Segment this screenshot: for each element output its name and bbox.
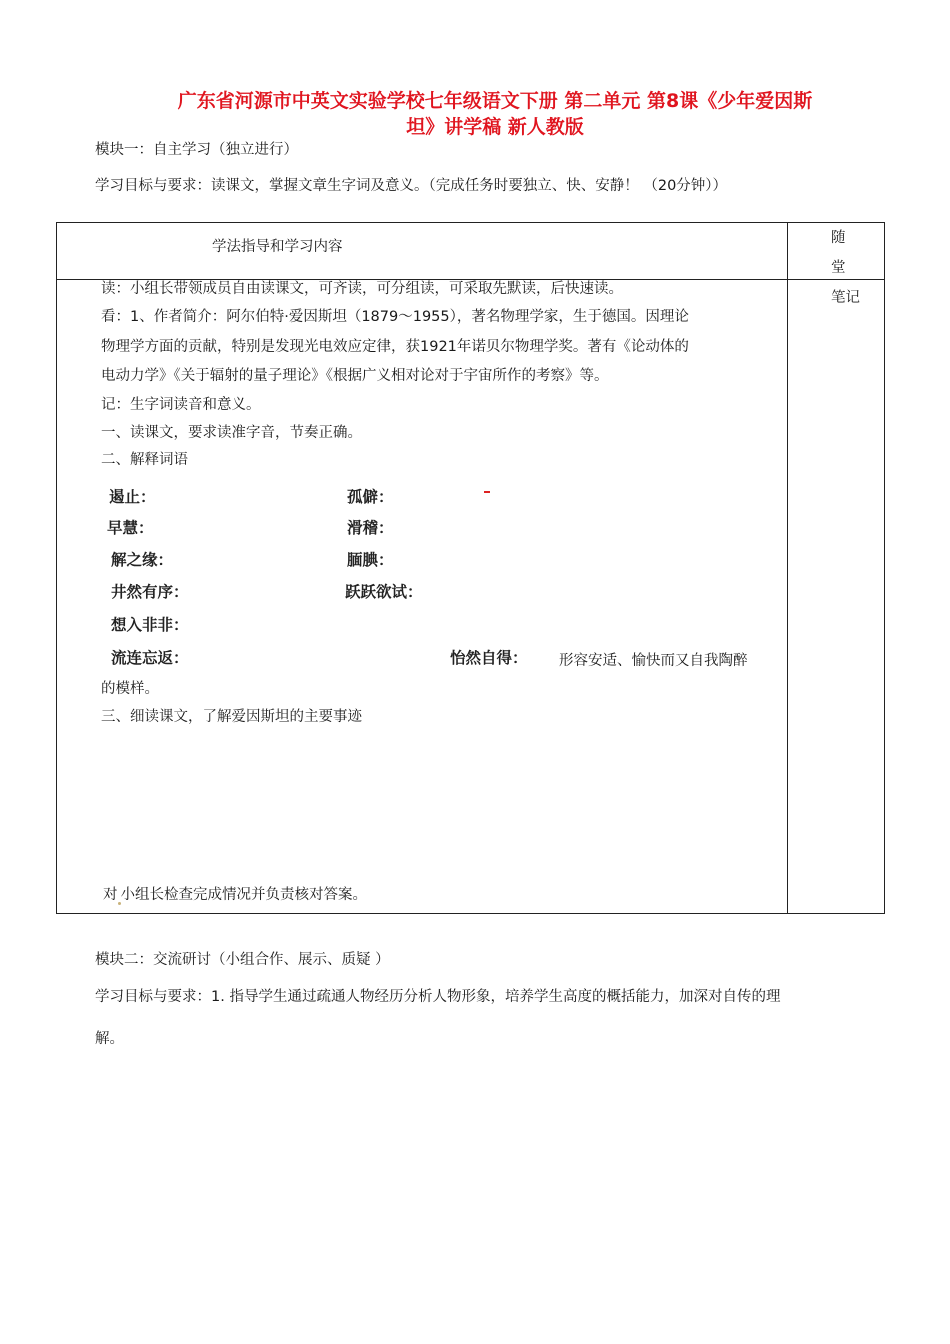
item-two: 二、解释词语 [101,452,188,468]
study-table [56,222,885,914]
term-liulian: 流连忘返： [111,649,189,667]
term-yueyue: 跃跃欲试： [345,583,423,601]
term-jingran: 井然有序： [111,583,189,601]
term-ezhi: 遏止： [109,488,156,506]
author-intro-line-1: 看：1、作者简介：阿尔伯特·爱因斯坦（1879～1955），著名物理学家，生于德国。因理论 [101,309,689,325]
term-jiezhi: 解之缘： [111,551,174,569]
term-guguai: 孤僻： [347,488,394,506]
table-header-content: 学法指导和学习内容 [212,239,343,255]
term-xiangru: 想入非非： [111,616,189,634]
term-huaji: 滑稽： [347,519,394,537]
term-miantian: 腼腆： [347,551,394,569]
document-title-line-2: 坦》讲学稿 新人教版 [406,116,584,138]
module2-goal-line-2: 解。 [95,1031,124,1047]
module1-heading: 模块一：自主学习（独立进行） [95,142,298,158]
term-yiran: 怡然自得： [450,649,528,667]
module2-heading: 模块二：交流研讨（小组合作、展示、质疑 ） [95,952,390,968]
notes-label-1: 随 堂 [831,230,862,276]
yiran-definition-2: 的模样。 [101,681,159,697]
read-instruction: 读：小组长带领成员自由读课文，可齐读，可分组读，可采取先默读，后快速读。 [101,281,623,297]
module1-goal: 学习目标与要求：读课文，掌握文章生字词及意义。（完成任务时要独立、快、安静！ （20分钟）） [95,178,728,194]
yiran-definition-1: 形容安适、愉快而又自我陶醉 [559,653,748,669]
author-intro-line-3: 电动力学》《关于辐射的量子理论》《根据广义相对论对于宇宙所作的考察》等。 [101,368,609,384]
check-instruction [103,885,367,905]
notes-label-2: 笔记 [831,290,860,306]
module2-goal-line-1: 学习目标与要求：1. 指导学生通过疏通人物经历分析人物形象，培养学生高度的概括能力，加深对自传的理 [95,989,781,1005]
item-one: 一、读课文，要求读准字音，节奏正确。 [101,425,362,441]
table-column-divider [787,223,788,913]
document-title-line-1: 广东省河源市中英文实验学校七年级语文下册 第二单元 第8课《少年爱因斯 [177,90,813,112]
item-three: 三、细读课文，了解爱因斯坦的主要事迹 [101,709,362,725]
remember-instruction: 记：生字词读音和意义。 [101,397,261,413]
term-zaohui: 早慧： [107,519,154,537]
check-prefix: 对 [103,887,118,903]
table-header-notes [831,223,873,313]
author-intro-line-2: 物理学方面的贡献，特别是发现光电效应定律，获1921年诺贝尔物理学奖。著有《论动体的 [101,339,689,355]
check-text: 小组长检查完成情况并负责核对答案。 [120,887,367,903]
red-dash-mark [484,491,490,493]
